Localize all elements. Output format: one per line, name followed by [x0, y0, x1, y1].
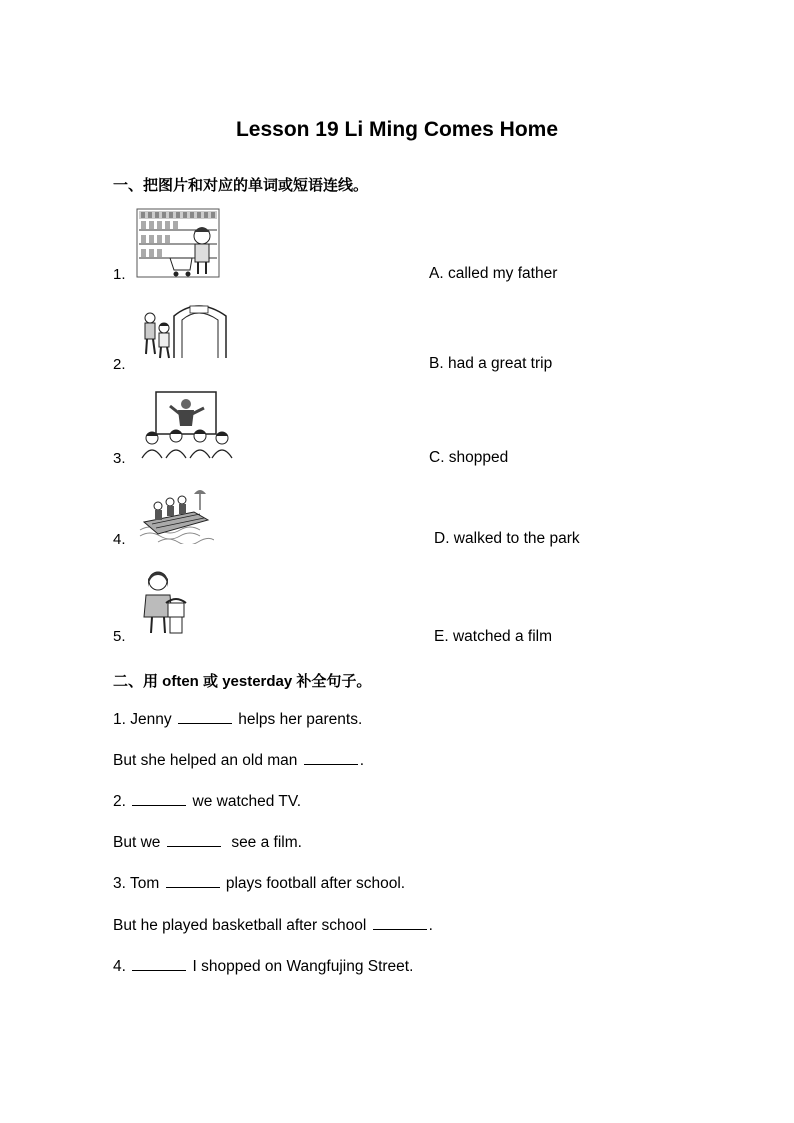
sentence-4a — [113, 958, 413, 976]
sentence-1a — [113, 711, 362, 729]
section1-heading: 一、把图片和对应的单词或短语连线。 — [113, 177, 369, 194]
sentence-text: . — [428, 917, 433, 934]
sentence-2a — [113, 793, 301, 811]
section2-word-yesterday: yesterday — [222, 673, 293, 690]
option-b[interactable]: B. had a great trip — [429, 355, 553, 372]
sentence-text: I shopped on Wangfujing Street. — [188, 958, 414, 975]
option-d[interactable]: D. walked to the park — [434, 530, 580, 547]
park-gate-walk-icon[interactable] — [138, 302, 232, 360]
cinema-film-icon[interactable] — [138, 390, 236, 460]
answer-blank[interactable] — [373, 928, 427, 930]
answer-blank[interactable] — [178, 722, 232, 724]
option-c[interactable]: C. shopped — [429, 449, 509, 466]
boat-trip-icon[interactable] — [138, 484, 214, 544]
answer-blank[interactable] — [132, 969, 186, 971]
section2-heading — [113, 670, 371, 691]
sentence-text: But she helped an old man — [113, 752, 302, 769]
supermarket-shopping-icon[interactable] — [136, 208, 220, 278]
sentence-text: 3. Tom — [113, 875, 164, 892]
answer-blank[interactable] — [166, 886, 220, 888]
page-title: Lesson 19 Li Ming Comes Home — [235, 118, 559, 141]
option-e[interactable]: E. watched a film — [434, 628, 553, 645]
sentence-text: 1. Jenny — [113, 711, 176, 728]
section2-heading-suffix: 补全句子。 — [292, 673, 372, 690]
sentence-text: see a film. — [222, 834, 302, 851]
item-1-number: 1. — [113, 266, 126, 283]
sentence-text: But he played basketball after school — [113, 917, 371, 934]
sentence-text: . — [359, 752, 365, 769]
sentence-text: plays football after school. — [221, 875, 406, 892]
item-4-number: 4. — [113, 531, 126, 548]
sentence-1b — [113, 752, 364, 770]
sentence-text: helps her parents. — [233, 711, 363, 728]
phone-call-icon[interactable] — [140, 567, 190, 639]
answer-blank[interactable] — [167, 845, 221, 847]
sentence-3b — [113, 917, 433, 935]
option-a[interactable]: A. called my father — [429, 265, 558, 282]
answer-blank[interactable] — [132, 804, 186, 806]
section2-heading-mid: 或 — [198, 673, 223, 690]
item-5-number: 5. — [113, 628, 126, 645]
item-3-number: 3. — [113, 450, 126, 467]
sentence-2b — [113, 834, 302, 852]
sentence-text: But we — [113, 834, 165, 851]
item-2-number: 2. — [113, 356, 126, 373]
answer-blank[interactable] — [304, 763, 358, 765]
sentence-text: 2. — [113, 793, 131, 810]
sentence-text: we watched TV. — [188, 793, 302, 810]
section2-word-often: often — [162, 673, 199, 690]
section2-heading-prefix: 二、用 — [113, 673, 163, 690]
sentence-3a — [113, 875, 405, 893]
sentence-text: 4. — [113, 958, 131, 975]
